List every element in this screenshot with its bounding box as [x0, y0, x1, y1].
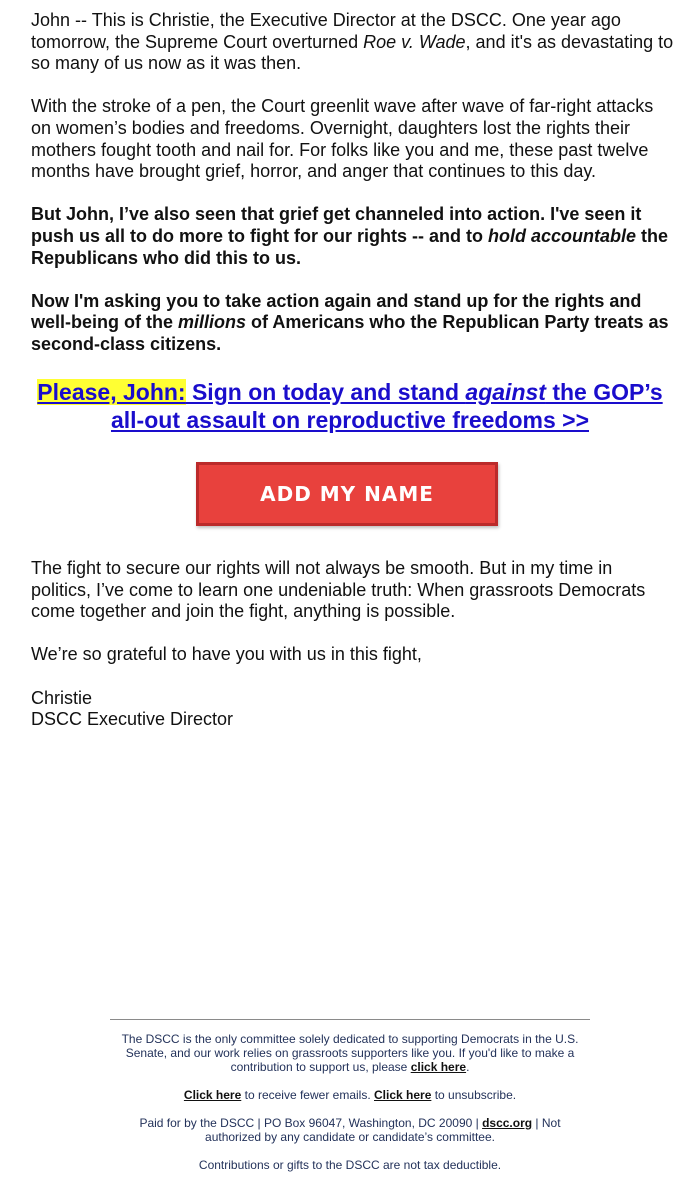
footer-divider	[110, 1019, 590, 1020]
signature	[31, 688, 676, 731]
signature-name: Christie	[31, 687, 93, 708]
footer	[110, 1032, 590, 1186]
footer-paid-for: Paid for by the DSCC | PO Box 96047, Washington, DC 20090 | dscc.org | Not authorized by any candidate or candidate’s committee.	[139, 1116, 561, 1144]
paragraph-grateful: We’re so grateful to have you with us in this fight,	[31, 644, 422, 665]
paragraph-ask: Now I'm asking you to take action again and stand up for the rights and well-being of the millions of Americans who the Republican Party treats as second-class citizens.	[31, 290, 669, 354]
footer-about: The DSCC is the only committee solely dedicated to supporting Democrats in the U.S. Senate, and our work relies on grassroots supporters like you. If you'd like to make a contribution to support us, please click here.	[121, 1032, 579, 1074]
add-my-name-button[interactable]: ADD MY NAME	[196, 462, 498, 526]
message-body	[31, 10, 676, 377]
paragraph-intro: John -- This is Christie, the Executive Director at the DSCC. One year ago tomorrow, the Supreme Court overturned Roe v. Wade, and it's as devastating to so many of us now as it was then.	[31, 10, 674, 74]
cta-highlight[interactable]: Please, John:	[37, 379, 186, 405]
paragraph-action: But John, I’ve also seen that grief get channeled into action. I've seen it push us all to do more to fight for our rights -- and to hold accountable the Republicans who did this to us.	[31, 204, 669, 268]
unsubscribe-link[interactable]: Click here	[374, 1088, 432, 1102]
closing-section	[31, 558, 676, 752]
signature-title: DSCC Executive Director	[31, 709, 234, 730]
contribute-link[interactable]: click here	[410, 1060, 467, 1074]
paragraph-grassroots: The fight to secure our rights will not always be smooth. But in my time in politics, I’ve come to learn one undeniable truth: When grassroots Democrats come together and join the fight, anything is possible.	[31, 558, 646, 622]
footer-tax-note: Contributions or gifts to the DSCC are not tax deductible.	[198, 1158, 502, 1172]
paragraph-attacks: With the stroke of a pen, the Court greenlit wave after wave of far-right attacks on women’s bodies and freedoms. Overnight, daughters lost the rights their mothers fought tooth and nail for. For folks like you and me, these past twelve months have brought grief, horror, and anger that continues to this day.	[31, 96, 654, 182]
fewer-emails-link[interactable]: Click here	[183, 1088, 242, 1102]
footer-email-prefs: Click here to receive fewer emails. Click here to unsubscribe.	[183, 1088, 517, 1102]
sign-on-link[interactable]: Please, John: Sign on today and stand against the GOP’s all-out assault on reproductive freedoms >>	[37, 379, 663, 433]
dscc-site-link[interactable]: dscc.org	[482, 1116, 533, 1130]
